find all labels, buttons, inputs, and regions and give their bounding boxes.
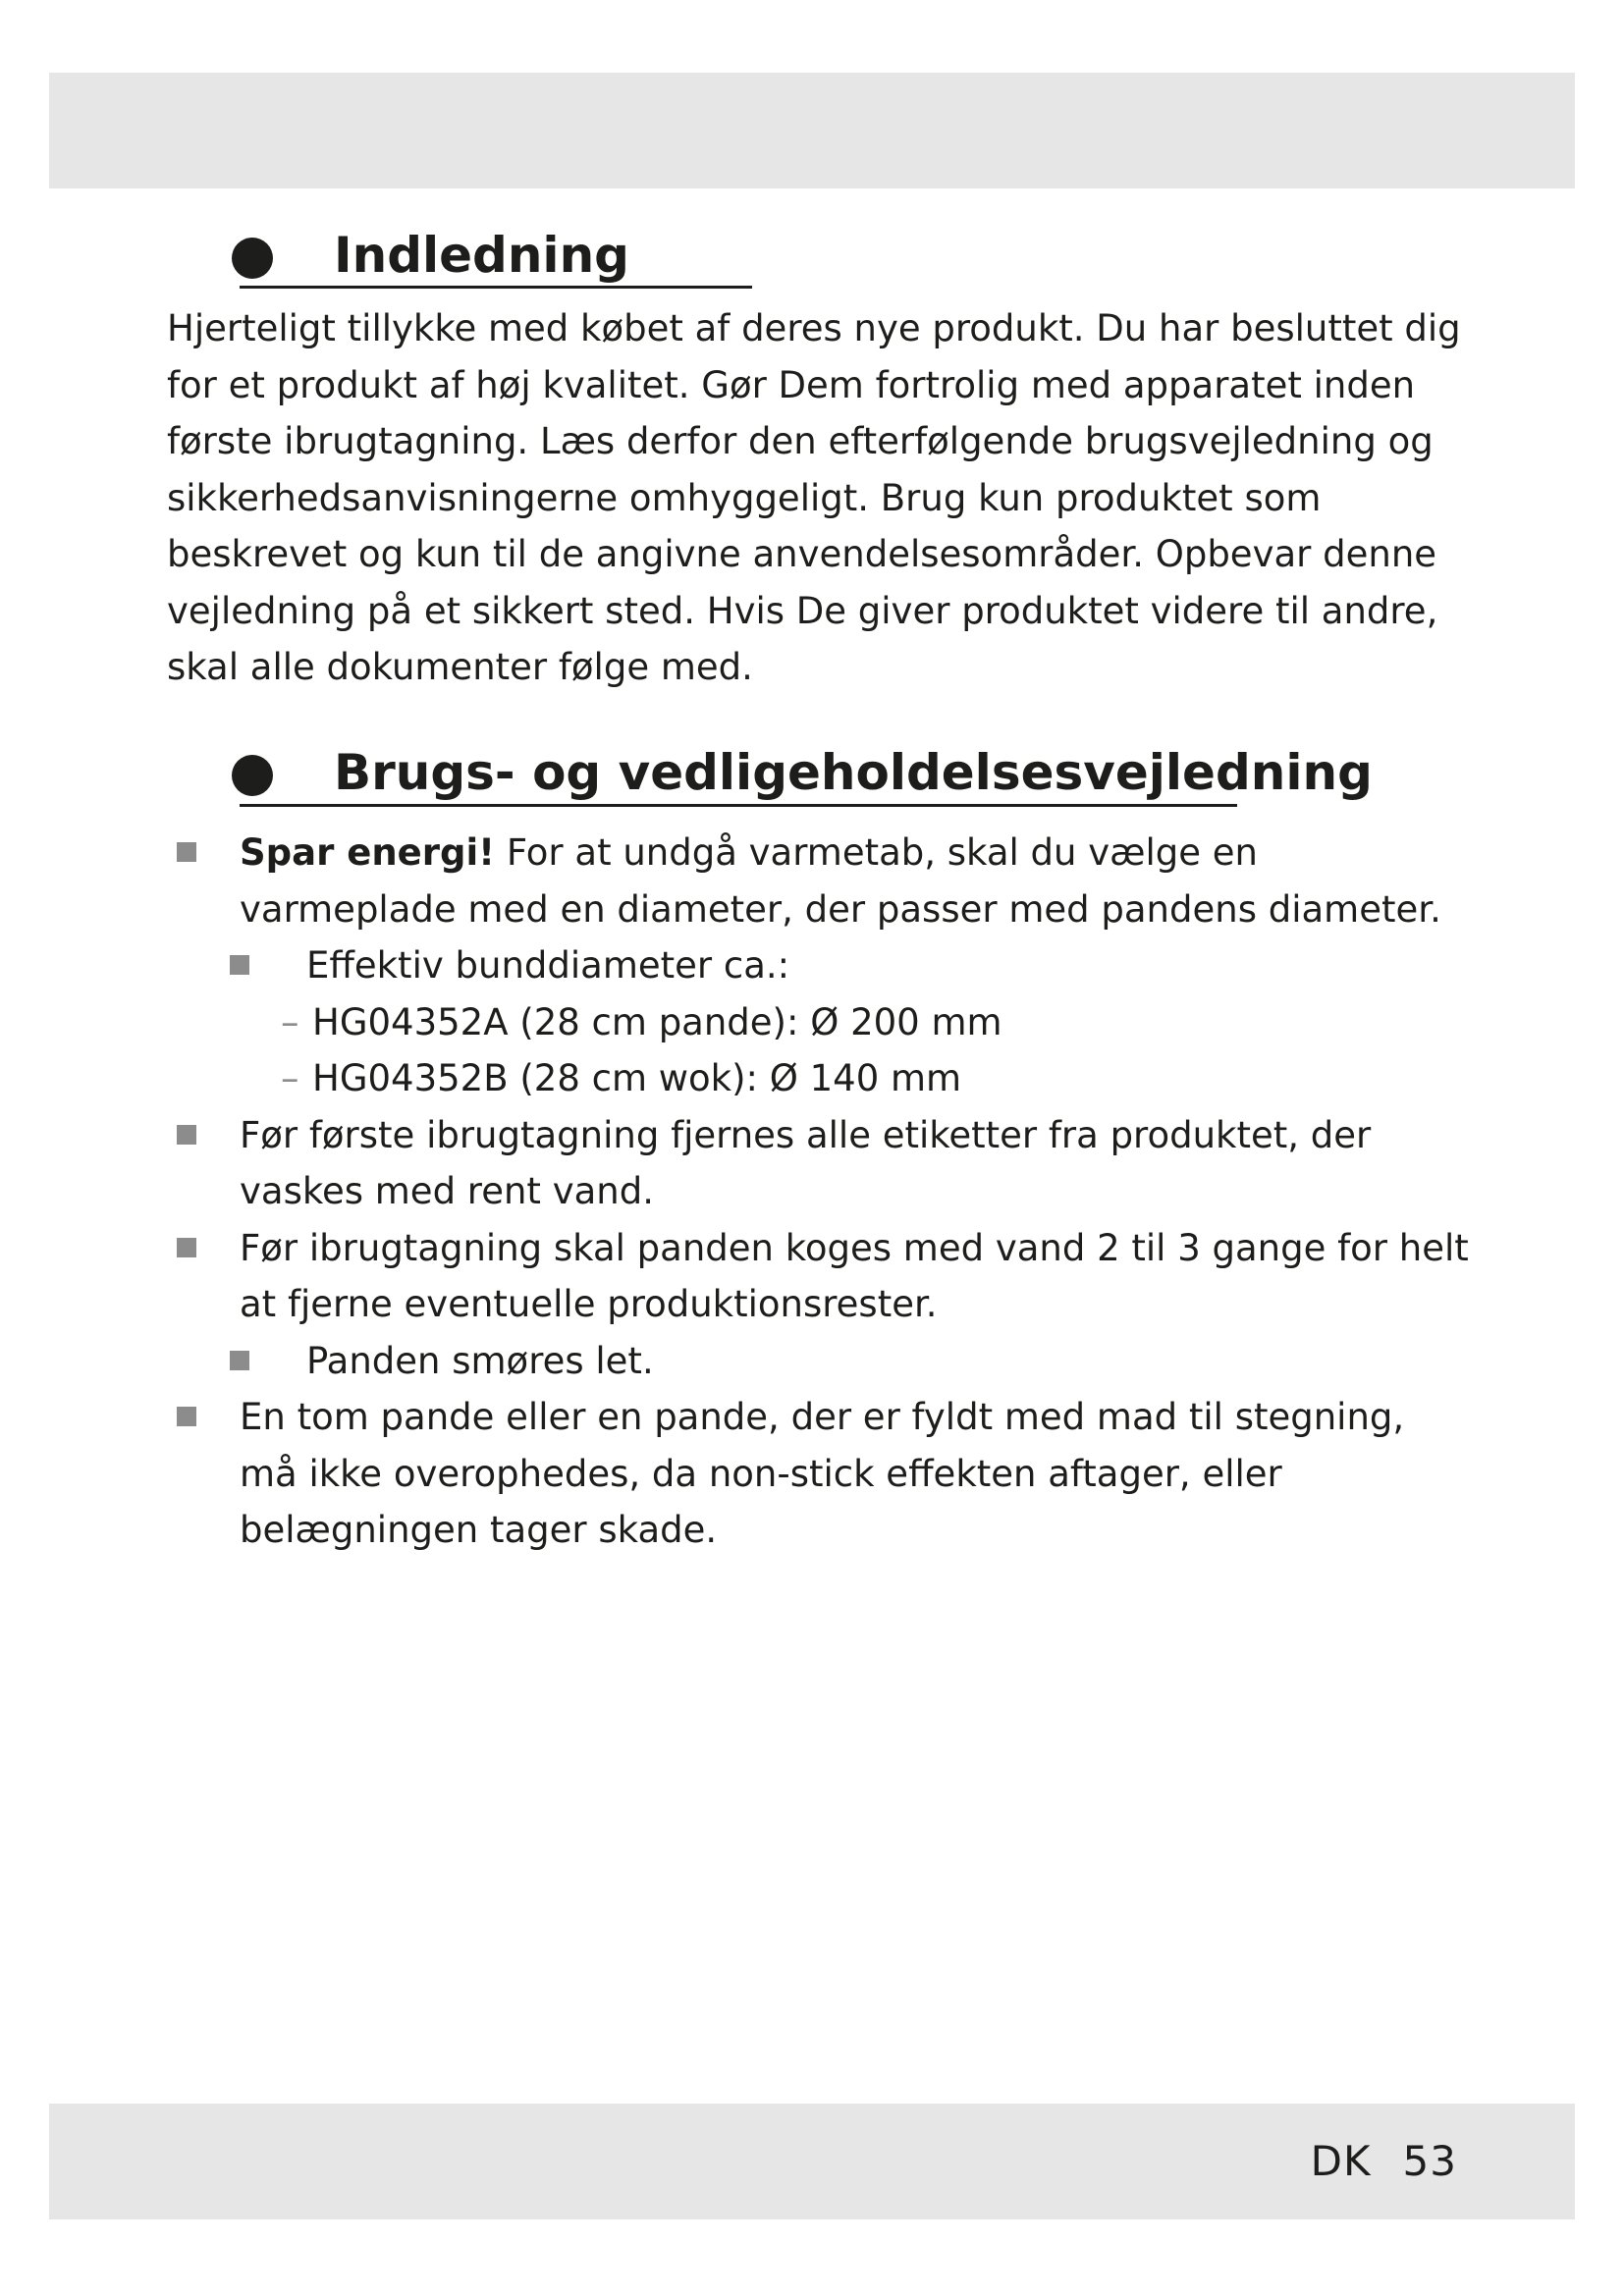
dash-bullet-icon: – <box>281 1057 299 1099</box>
section-title: Indledning <box>334 227 629 284</box>
list-item <box>167 1107 1473 1220</box>
language-code: DK <box>1310 2137 1372 2185</box>
list-item-dash <box>167 994 1473 1051</box>
heading-underline <box>240 804 1237 807</box>
list-item-text: Før første ibrugtagning fjernes alle etiketter fra produktet, der vaskes med rent vand. <box>240 1113 1372 1212</box>
list-item-text: HG04352A (28 cm pande): Ø 200 mm <box>312 1000 1002 1043</box>
list-item-text: Panden smøres let. <box>306 1339 654 1382</box>
page-footer <box>1311 2136 1457 2187</box>
section-title: Brugs- og vedligeholdelsesvejledning <box>334 744 1373 801</box>
list-item-sub <box>167 1333 1473 1390</box>
square-bullet-icon <box>230 1351 249 1370</box>
list-item <box>167 1220 1473 1333</box>
list-item-sub <box>167 937 1473 994</box>
dash-bullet-icon: – <box>281 1000 299 1043</box>
heading-bullet-icon <box>232 238 273 279</box>
list-item <box>167 825 1473 937</box>
square-bullet-icon <box>177 1125 196 1145</box>
square-bullet-icon <box>177 1407 196 1426</box>
list-item-text: Effektiv bunddiameter ca.: <box>306 944 790 987</box>
square-bullet-icon <box>230 955 249 975</box>
usage-instructions-list <box>167 825 1473 1559</box>
list-item-text: For at undgå varmetab, skal du vælge en varmeplade med en diameter, der passer med pandens diameter. <box>240 831 1441 931</box>
square-bullet-icon <box>177 842 196 862</box>
page-number: 53 <box>1402 2137 1457 2185</box>
list-item-text: En tom pande eller en pande, der er fyldt med mad til stegning, må ikke overophedes, da non-stick effekten aftager, eller belægningen tager skade. <box>240 1396 1405 1551</box>
introduction-paragraph: Hjerteligt tillykke med købet af deres nye produkt. Du har besluttet dig for et produkt af høj kvalitet. Gør Dem fortrolig med apparatet inden første ibrugtagning. Læs derfor den efterfølgende brugsvejledning og sikkerhedsanvisningerne omhyggeligt. Brug kun produktet som beskrevet og kun til de angivne anvendelsesområder. Opbevar denne vejledning på et sikkert sted. Hvis De giver produktet videre til andre, skal alle dokumenter følge med. <box>167 307 1461 688</box>
heading-bullet-icon <box>232 755 273 796</box>
list-item-dash <box>167 1050 1473 1107</box>
list-item <box>167 1389 1473 1559</box>
square-bullet-icon <box>177 1238 196 1257</box>
header-band <box>49 73 1575 188</box>
heading-underline <box>240 286 752 289</box>
list-item-text: HG04352B (28 cm wok): Ø 140 mm <box>312 1057 962 1099</box>
list-item-text: Før ibrugtagning skal panden koges med vand 2 til 3 gange for helt at fjerne eventuelle produktionsrester. <box>240 1226 1469 1325</box>
list-item-bold-lead: Spar energi! <box>240 831 496 874</box>
